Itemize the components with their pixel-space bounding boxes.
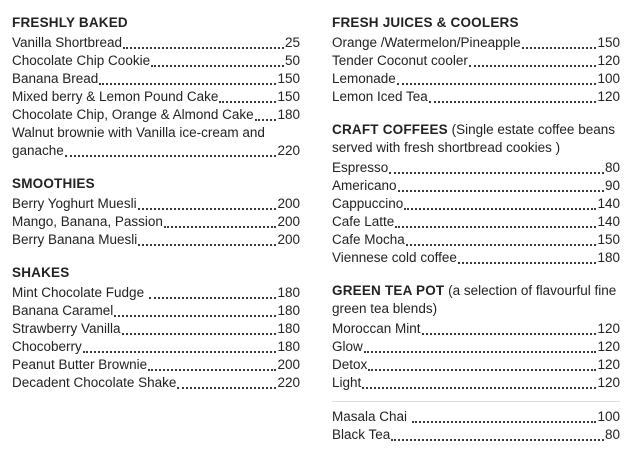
item-name: Banana Bread	[12, 71, 99, 86]
item-price: 50	[284, 53, 300, 68]
menu-item	[12, 142, 300, 160]
item-name: Glow	[332, 339, 363, 354]
item-name: Lemon Iced Tea	[332, 89, 428, 104]
item-price: 80	[604, 427, 620, 442]
item-name: Mixed berry & Lemon Pound Cake	[12, 89, 219, 104]
menu-item	[12, 302, 300, 320]
section-title-note: (a selection of flavourful fine green tea blends)	[332, 283, 617, 316]
dotted-leader	[421, 320, 598, 338]
section-title	[12, 14, 300, 32]
dotted-leader	[405, 231, 598, 249]
dotted-leader	[397, 177, 605, 195]
menu-section	[332, 282, 620, 392]
menu-item	[12, 320, 300, 338]
item-name: Detox	[332, 357, 368, 372]
dotted-leader	[150, 52, 285, 70]
dotted-leader	[176, 374, 277, 392]
item-price: 90	[604, 178, 620, 193]
dotted-leader	[394, 213, 597, 231]
menu-section	[332, 14, 620, 106]
item-price: 180	[277, 321, 300, 336]
item-name: Espresso	[332, 160, 389, 175]
menu-item	[332, 408, 620, 426]
menu-item	[332, 88, 620, 106]
dotted-leader	[122, 34, 285, 52]
item-price: 180	[277, 339, 300, 354]
menu-item	[12, 70, 300, 88]
menu-item	[332, 34, 620, 52]
dotted-leader	[113, 302, 277, 320]
section-title-text: GREEN TEA POT	[332, 283, 445, 298]
section-title	[332, 121, 620, 157]
item-name: Mango, Banana, Passion	[12, 214, 163, 229]
dotted-leader	[64, 142, 278, 160]
dotted-leader	[254, 106, 278, 124]
item-name: Vanilla Shortbread	[12, 35, 123, 50]
item-name: Mint Chocolate Fudge	[12, 285, 148, 300]
item-name: Peanut Butter Brownie	[12, 357, 148, 372]
item-name: Orange /Watermelon/Pineapple	[332, 35, 521, 50]
menu-item	[332, 338, 620, 356]
dotted-leader	[428, 88, 598, 106]
menu-item	[12, 284, 300, 302]
menu-item	[332, 320, 620, 338]
dotted-leader	[403, 195, 597, 213]
item-price: 150	[277, 71, 300, 86]
menu-section	[12, 14, 300, 160]
menu-item	[332, 426, 620, 444]
item-price: 120	[597, 339, 620, 354]
dotted-leader	[147, 356, 277, 374]
item-price: 180	[277, 303, 300, 318]
dotted-leader	[388, 159, 605, 177]
dotted-leader	[367, 356, 597, 374]
dotted-leader	[361, 374, 597, 392]
item-price: 120	[597, 321, 620, 336]
item-name: Black Tea	[332, 427, 391, 442]
item-name: Berry Yoghurt Muesli	[12, 196, 137, 211]
menu-item	[12, 374, 300, 392]
menu-item	[12, 338, 300, 356]
dotted-leader	[521, 34, 598, 52]
item-price: 100	[597, 409, 620, 424]
dotted-leader	[457, 249, 598, 267]
dotted-leader	[163, 213, 278, 231]
menu-column-left	[12, 14, 300, 444]
section-title-text: SMOOTHIES	[12, 176, 95, 191]
dotted-leader	[137, 231, 277, 249]
menu-item	[12, 88, 300, 106]
item-price: 25	[284, 35, 300, 50]
item-name: Moroccan Mint	[332, 321, 421, 336]
menu-item	[332, 231, 620, 249]
section-title	[12, 175, 300, 193]
item-price: 80	[604, 160, 620, 175]
item-name: Lemonade	[332, 71, 396, 86]
item-price: 100	[597, 71, 620, 86]
dotted-leader	[411, 408, 598, 426]
section-title-note: (Single estate coffee beans served with fresh shortbread cookies )	[332, 122, 615, 155]
dotted-leader	[121, 320, 278, 338]
item-price: 120	[597, 357, 620, 372]
item-name: Banana Caramel	[12, 303, 114, 318]
menu-section	[332, 401, 620, 444]
menu-item	[12, 34, 300, 52]
dotted-leader	[363, 338, 598, 356]
item-name: Americano	[332, 178, 397, 193]
item-name: Light	[332, 375, 362, 390]
menu-item	[332, 249, 620, 267]
section-title	[12, 264, 300, 282]
item-name: Walnut brownie with Vanilla ice-cream and	[12, 125, 265, 140]
item-name: Tender Coconut cooler	[332, 53, 468, 68]
menu-section	[12, 175, 300, 249]
item-price: 200	[277, 357, 300, 372]
section-title	[332, 282, 620, 318]
item-price: 140	[597, 214, 620, 229]
menu-item	[12, 52, 300, 70]
item-name: Chocolate Chip Cookie	[12, 53, 151, 68]
item-name: Berry Banana Muesli	[12, 232, 138, 247]
dotted-leader	[82, 338, 278, 356]
section-title-text: FRESHLY BAKED	[12, 15, 128, 30]
item-name: ganache	[12, 143, 64, 158]
item-price: 200	[277, 232, 300, 247]
dotted-leader	[396, 70, 598, 88]
dotted-leader	[218, 88, 277, 106]
menu-item	[12, 356, 300, 374]
menu-item	[12, 195, 300, 213]
menu-item	[332, 159, 620, 177]
item-price: 180	[277, 285, 300, 300]
menu-item	[332, 177, 620, 195]
item-price: 140	[597, 196, 620, 211]
menu-item	[12, 106, 300, 124]
menu-item	[12, 124, 300, 142]
item-name: Decadent Chocolate Shake	[12, 375, 177, 390]
menu-item	[12, 213, 300, 231]
menu-item	[332, 374, 620, 392]
menu-item	[332, 52, 620, 70]
item-name: Masala Chai	[332, 409, 411, 424]
dotted-leader	[148, 284, 278, 302]
item-price: 180	[597, 250, 620, 265]
menu-item	[332, 70, 620, 88]
dotted-leader	[468, 52, 598, 70]
item-price: 120	[597, 89, 620, 104]
item-price: 200	[277, 214, 300, 229]
item-price: 150	[597, 35, 620, 50]
menu-item	[332, 356, 620, 374]
item-price: 120	[597, 375, 620, 390]
item-price: 120	[597, 53, 620, 68]
dotted-leader	[390, 426, 605, 444]
section-title	[332, 14, 620, 32]
item-name: Cappuccino	[332, 196, 404, 211]
item-price: 200	[277, 196, 300, 211]
section-title-text: SHAKES	[12, 265, 70, 280]
dotted-leader	[98, 70, 277, 88]
menu-item	[332, 195, 620, 213]
menu-section	[12, 264, 300, 392]
menu-section	[332, 121, 620, 267]
menu-column-right	[332, 14, 620, 444]
item-price: 220	[277, 143, 300, 158]
item-price: 180	[277, 107, 300, 122]
item-name: Viennese cold coffee	[332, 250, 457, 265]
item-name: Chocolate Chip, Orange & Almond Cake	[12, 107, 254, 122]
section-title-text: CRAFT COFFEES	[332, 122, 448, 137]
item-price: 150	[597, 232, 620, 247]
item-price: 150	[277, 89, 300, 104]
item-name: Cafe Mocha	[332, 232, 405, 247]
item-name: Cafe Latte	[332, 214, 395, 229]
item-name: Strawberry Vanilla	[12, 321, 121, 336]
item-name: Chocoberry	[12, 339, 82, 354]
menu-item	[12, 231, 300, 249]
menu-item	[332, 213, 620, 231]
section-title-text: FRESH JUICES & COOLERS	[332, 15, 519, 30]
item-price: 220	[277, 375, 300, 390]
dotted-leader	[137, 195, 278, 213]
